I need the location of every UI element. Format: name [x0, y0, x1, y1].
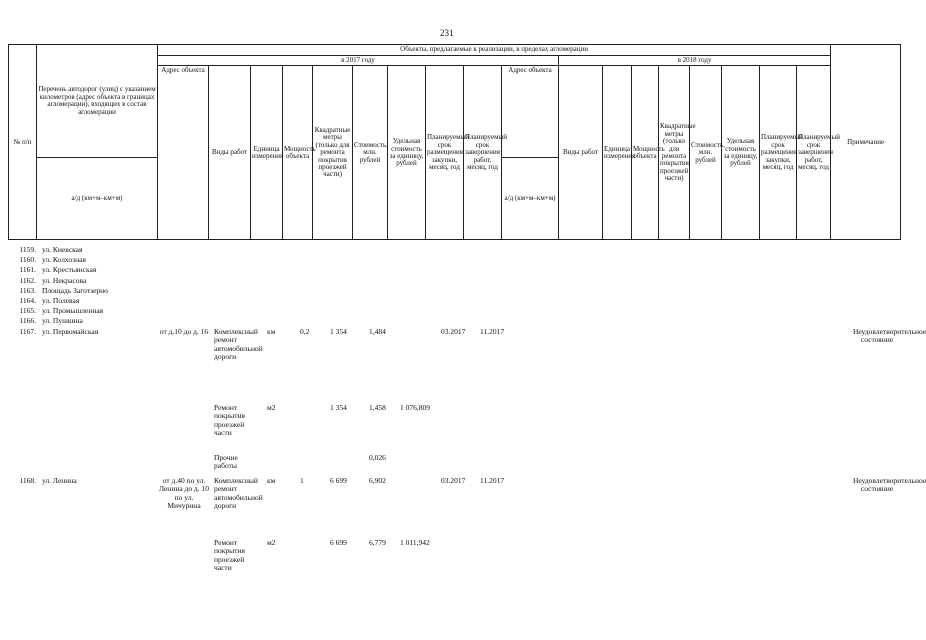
hdr-area: Квадратные метры (только для ремонта покрытия проезжей части)	[313, 66, 353, 240]
street-name: ул. Колхозная	[42, 255, 86, 265]
work-type: Комплексный ремонт автомобильной дороги	[214, 476, 263, 511]
hdr-unit-cost-2018: Удельная стоимость за единицу, рублей	[722, 66, 760, 240]
hdr-area-2018: Квадратные метры (только для ремонта покрытия проезжей части)	[659, 66, 690, 240]
entry-name: ул. Первомайская	[42, 327, 99, 336]
street-number: 1165.	[19, 306, 36, 316]
hdr-power: Мощность объекта	[283, 66, 313, 240]
header-table	[8, 44, 901, 240]
hdr-plan-place-2018: Планируемый срок размещения закупки, месяц, год	[760, 66, 797, 240]
work-type: Ремонт покрытия проезжей части	[214, 538, 245, 573]
hdr-unit-cost: Удельная стоимость за единицу, рублей	[388, 66, 426, 240]
hdr-cost-2018: Стоимость, млн. рублей	[690, 66, 722, 240]
work-unit: м2	[267, 403, 276, 412]
hdr-2017: в 2017 году	[158, 56, 559, 66]
hdr-power-2018: Мощность объекта	[632, 66, 659, 240]
street-number: 1162.	[19, 275, 36, 285]
work-unit-cost: 1 011,942	[400, 538, 430, 547]
work-type: Прочие работы	[214, 453, 238, 471]
street-name: ул. Полевая	[42, 296, 80, 305]
work-area: 6 699	[330, 476, 347, 485]
hdr-2018: в 2018 году	[559, 56, 831, 66]
work-plan-end: 11.2017	[480, 476, 505, 485]
hdr-addr-2018: Адрес объекта	[502, 66, 559, 158]
work-plan-end: 11.2017	[480, 327, 505, 336]
work-power: 0,2	[300, 327, 310, 336]
page-number: 231	[440, 28, 454, 38]
entry-address: от д.10 до д. 16	[159, 327, 209, 336]
hdr-list-sub: а/д (км+м–км+м)	[37, 158, 158, 240]
street-number: 1164.	[19, 296, 36, 305]
work-cost: 0,026	[369, 453, 386, 462]
work-plan-place: 03.2017	[441, 327, 466, 336]
street-number: 1161.	[19, 265, 36, 275]
work-cost: 1,484	[369, 327, 386, 336]
hdr-unit: Единица измерения	[251, 66, 283, 240]
entry-address: от д.40 по ул. Ленина до д. 10 по ул. Мичурина	[158, 476, 210, 511]
hdr-works: Виды работ	[209, 66, 251, 240]
street-number: 1166.	[19, 316, 36, 326]
street-name: ул. Киевская	[42, 245, 83, 254]
hdr-works-2018: Виды работ	[559, 66, 603, 240]
work-area: 1 354	[330, 403, 347, 412]
entry-name: ул. Ленина	[42, 476, 77, 485]
work-plan-place: 03.2017	[441, 476, 466, 485]
hdr-list: Перечень автодорог (улиц) с указанием километров (адрес объекта в границах агломерации), входящих в состав агломерации	[37, 45, 158, 158]
work-unit: м2	[267, 538, 276, 547]
street-name: Площадь Заготзерно	[42, 285, 108, 295]
entry-note: Неудовлетворительное состояние	[853, 327, 926, 345]
hdr-group: Объекты, предлагаемые к реализации, в пределах агломерации	[158, 45, 831, 56]
entry-note: Неудовлетворительное состояние	[853, 476, 926, 494]
street-name: ул. Промышленная	[42, 306, 104, 316]
hdr-unit-2018: Единица измерения	[603, 66, 632, 240]
work-type: Ремонт покрытия проезжей части	[214, 403, 245, 438]
street-name: ул. Некрасова	[42, 275, 87, 285]
entry-number: 1167.	[19, 327, 36, 336]
hdr-addr-2018-sub: а/д (км+м–км+м)	[502, 158, 559, 240]
hdr-note: Примечание	[831, 45, 901, 240]
hdr-plan-end-2018: Планируемый срок завершения работ, месяц, год	[797, 66, 831, 240]
work-unit: км	[267, 327, 276, 336]
hdr-num: № п/п	[9, 45, 37, 240]
work-unit-cost: 1 076,809	[400, 403, 430, 412]
work-cost: 6,779	[369, 538, 386, 547]
hdr-plan-end: Планируемый срок завершения работ, месяц, год	[464, 66, 502, 240]
hdr-cost: Стоимость, млн. рублей	[353, 66, 388, 240]
entry-number: 1168.	[19, 476, 36, 485]
hdr-addr: Адрес объекта	[158, 66, 209, 240]
street-number: 1163.	[19, 285, 36, 295]
street-name: ул. Крестьянская	[42, 265, 97, 275]
street-number: 1159.	[19, 245, 36, 254]
work-area: 1 354	[330, 327, 347, 336]
street-number: 1160.	[19, 255, 36, 265]
hdr-plan-place: Планируемый срок размещения закупки, месяц, год	[426, 66, 464, 240]
work-type: Комплексный ремонт автомобильной дороги	[214, 327, 263, 362]
work-cost: 6,902	[369, 476, 386, 485]
work-power: 1	[300, 476, 304, 485]
work-area: 6 699	[330, 538, 347, 547]
work-cost: 1,458	[369, 403, 386, 412]
street-name: ул. Пушкина	[42, 316, 83, 326]
work-unit: км	[267, 476, 276, 485]
